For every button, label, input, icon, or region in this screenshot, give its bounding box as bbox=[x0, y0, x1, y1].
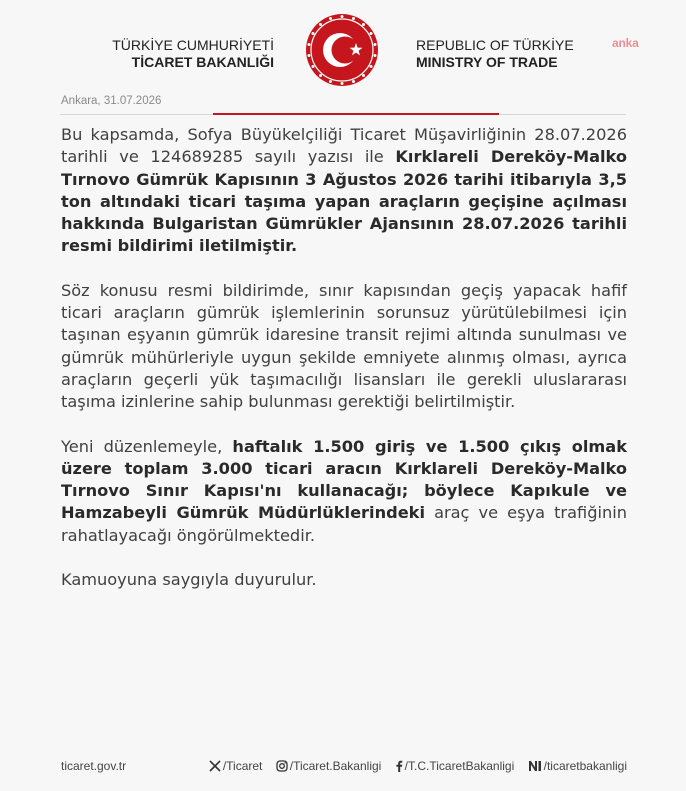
social-links bbox=[199, 759, 627, 775]
paragraph-3 bbox=[61, 436, 627, 547]
agency-watermark: anka bbox=[612, 36, 639, 50]
country-name-en: REPUBLIC OF TÜRKİYE bbox=[416, 37, 574, 53]
instagram-icon bbox=[276, 760, 288, 772]
paragraph-1-bold-text: Kırklareli Dereköy-Malko Tırnovo Gümrük Kapısının 3 Ağustos 2026 tarihi itibarıyla 3,5 ton altındaki ticari taşıma yapan araçların geçişine açılması hakkında Bulgaristan Gümrükler Ajansının 28.07.2026 tarihli resmi bildirimi iletilmiştir. bbox=[61, 147, 627, 256]
nsosyal-icon bbox=[528, 760, 542, 772]
paragraph-1 bbox=[61, 124, 627, 258]
facebook-link[interactable] bbox=[395, 759, 515, 773]
announcement-body bbox=[61, 124, 627, 591]
x-icon bbox=[209, 760, 221, 772]
instagram-link[interactable] bbox=[276, 759, 382, 773]
footer bbox=[61, 757, 627, 777]
paragraph-2: Söz konusu resmi bildirimde, sınır kapısından geçiş yapacak hafif ticari araçların gümrük işlemlerinin sorunsuz yürütülebilmesi için taşınan eşyanın gümrük idaresine transit rejimi altında sunulması ve gümrük mühürleriyle uygun şekilde emniyete alınmış olması, ayrıca araçların geçerli yük taşımacılığı lisansları ile gerekli uluslararası taşıma izinlerine sahip bulunması gerektiği belirtilmiştir. bbox=[61, 280, 627, 412]
ministry-name-tr: TİCARET BAKANLIĞI bbox=[131, 54, 274, 70]
paragraph-3-end: araç ve eşya trafiğinin rahatlayacağı öngörülmektedir. bbox=[61, 503, 627, 545]
letterhead-english bbox=[416, 37, 574, 71]
facebook-icon bbox=[395, 760, 403, 772]
ministry-name-en: MINISTRY OF TRADE bbox=[416, 54, 558, 70]
country-name-tr: TÜRKİYE CUMHURİYETİ bbox=[112, 37, 274, 53]
letterhead-turkish bbox=[112, 37, 274, 71]
x-handle: /Ticaret bbox=[222, 759, 263, 773]
paragraph-3-bold-text: haftalık 1.500 giriş ve 1.500 çıkış olmak üzere toplam 3.000 ticari aracın Kırklareli Dereköy-Malko Tırnovo Sınır Kapısı'nı kullanacağı; böylece Kapıkule ve Hamzabeyli Gümrük Müdürlüklerindeki bbox=[61, 436, 627, 523]
facebook-handle: /T.C.TicaretBakanligi bbox=[404, 759, 515, 773]
paragraph-1-text: Bu kapsamda, Sofya Büyükelçiliği Ticaret Müşavirliğinin 28.07.2026 tarihli ve 124689285 sayılı yazısı ile bbox=[61, 125, 627, 167]
nsosyal-link[interactable] bbox=[528, 759, 627, 773]
instagram-handle: /Ticaret.Bakanligi bbox=[289, 759, 382, 773]
ministry-emblem-icon bbox=[304, 12, 380, 88]
paragraph-3-intro: Yeni düzenlemeyle, bbox=[61, 436, 233, 456]
website-link[interactable]: ticaret.gov.tr bbox=[61, 759, 127, 773]
header-accent-divider bbox=[213, 113, 499, 115]
closing-line: Kamuoyuna saygıyla duyurulur. bbox=[61, 570, 317, 590]
nsosyal-handle: /ticaretbakanligi bbox=[543, 759, 627, 773]
letterhead bbox=[0, 0, 686, 100]
date-line: Ankara, 31.07.2026 bbox=[61, 95, 162, 107]
x-link[interactable] bbox=[209, 759, 263, 773]
